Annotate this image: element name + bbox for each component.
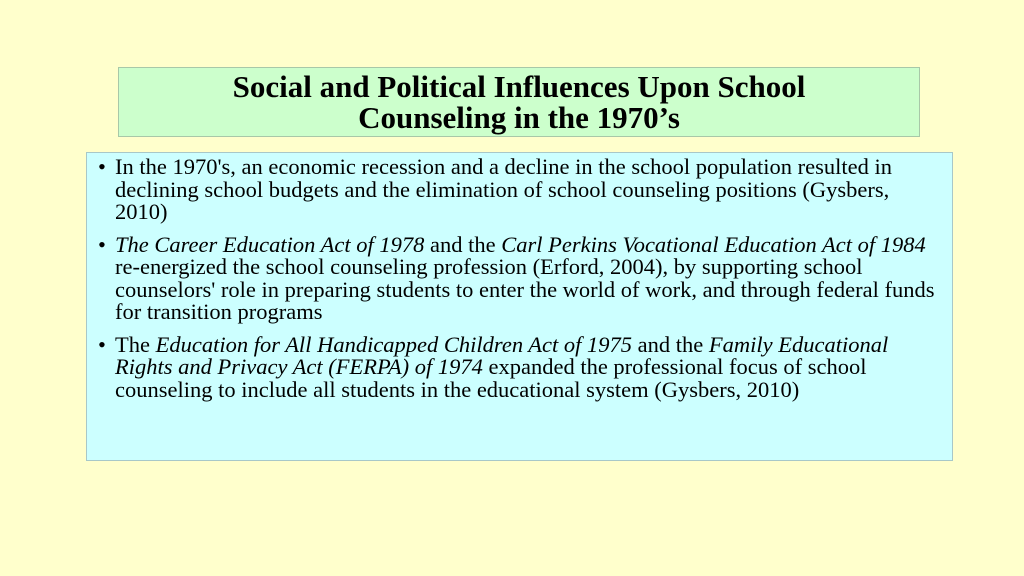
act-name-handicapped-children: Education for All Handicapped Children Act of 1975 xyxy=(155,331,633,357)
bullet-marker: • xyxy=(98,331,106,357)
slide-title-box xyxy=(118,67,920,137)
act-name-ferpa: Family Educational Rights and Privacy Act (FERPA) of 1974 xyxy=(115,331,889,379)
bullet-item-recession xyxy=(98,154,944,224)
bullet-marker: • xyxy=(98,154,106,179)
act-name-carl-perkins: Carl Perkins Vocational Education Act of 1984 xyxy=(501,231,926,257)
bullet-text: and the xyxy=(632,331,709,357)
bullet-text: In the 1970's, an economic recession and a decline in the school population resulted in declining school budgets and the elimination of school counseling positions (Gysbers, 2010) xyxy=(115,154,892,224)
bullet-item-career-education xyxy=(98,231,944,324)
bullet-item-handicapped-ferpa xyxy=(98,331,944,402)
bullet-text: re-energized the school counseling profession (Erford, 2004), by supporting school counselors' role in preparing students to enter the world of work, and through federal funds for transition programs xyxy=(115,254,935,324)
bullet-text: The xyxy=(115,331,156,357)
slide-title-line-1: Social and Political Influences Upon School xyxy=(232,69,806,104)
bullet-text: and the xyxy=(424,231,502,257)
slide-title-line-2: Counseling in the 1970’s xyxy=(358,100,680,135)
bullet-text: expanded the professional focus of school counseling to include all students in the educational system (Gysbers, 2010) xyxy=(115,354,867,402)
act-name-career-education: The Career Education Act of 1978 xyxy=(115,231,425,257)
bullet-list-box xyxy=(86,152,953,461)
bullet-marker: • xyxy=(98,231,106,257)
